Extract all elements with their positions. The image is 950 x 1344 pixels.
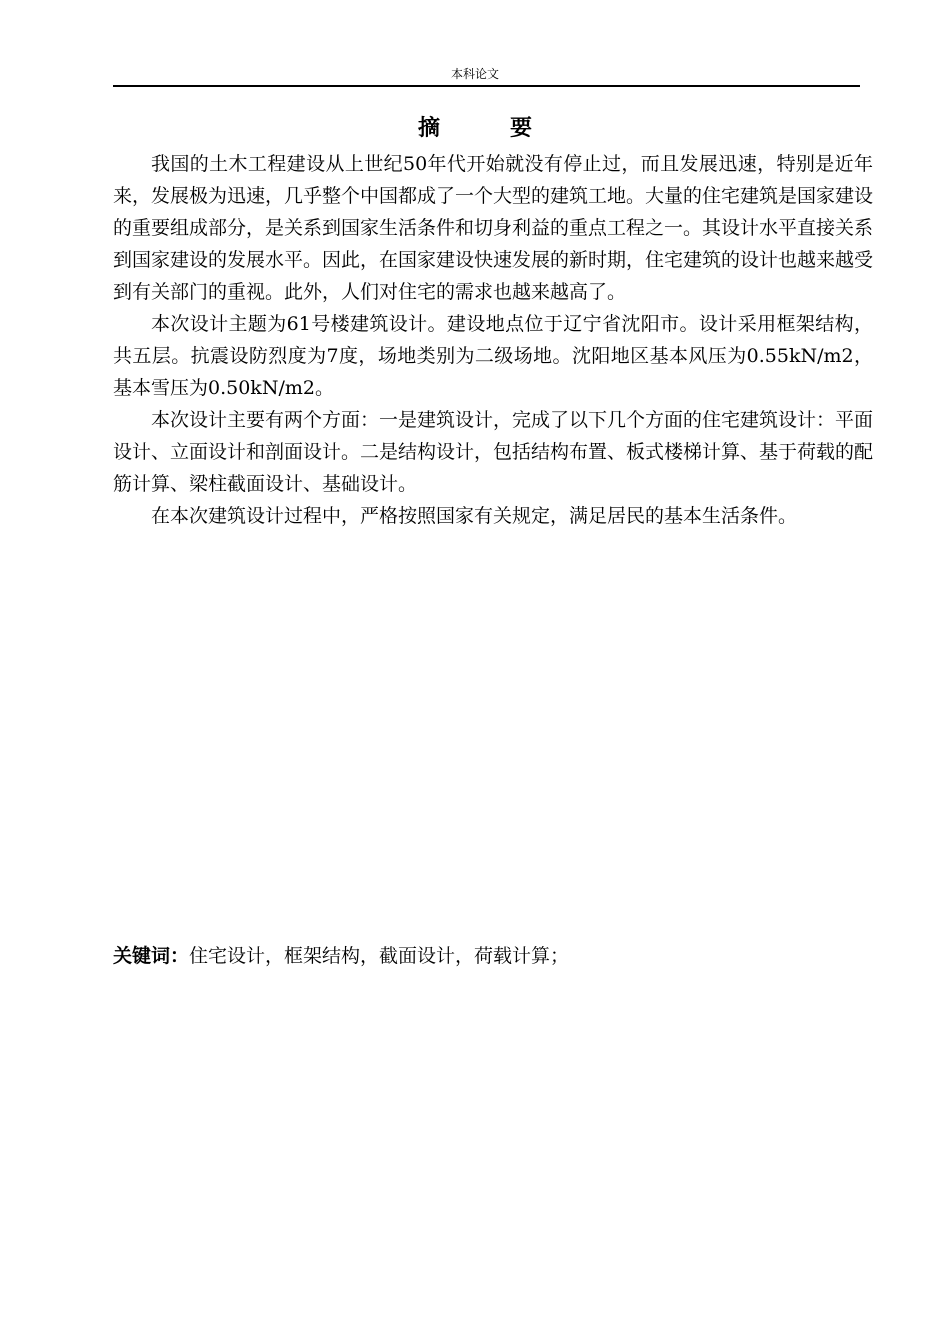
abstract-paragraph-1: 我国的土木工程建设从上世纪50年代开始就没有停止过，而且发展迅速，特别是近年来，发展极为迅速，几乎整个中国都成了一个大型的建筑工地。大量的住宅建筑是国家建设的重要组成部分，是关系到国家生活条件和切身利益的重点工程之一。其设计水平直接关系到国家建设的发展水平。因此，在国家建设快速发展的新时期，住宅建筑的设计也越来越受到有关部门的重视。此外，人们对住宅的需求也越来越高了。 bbox=[113, 153, 874, 303]
keywords-label: 关键词： bbox=[113, 945, 190, 967]
abstract-paragraph-4: 在本次建筑设计过程中，严格按照国家有关规定，满足居民的基本生活条件。 bbox=[151, 505, 798, 527]
header-rule bbox=[113, 85, 860, 87]
abstract-paragraph-2: 本次设计主题为61号楼建筑设计。建设地点位于辽宁省沈阳市。设计采用框架结构，共五层。抗震设防烈度为7度，场地类别为二级场地。沈阳地区基本风压为0.55kN/m2，基本雪压为0.50kN/m2。 bbox=[113, 313, 873, 399]
page-header: 本科论文 bbox=[450, 67, 499, 81]
keywords-line bbox=[113, 940, 873, 972]
abstract-title: 摘 要 bbox=[417, 116, 556, 141]
keywords-value: 住宅设计，框架结构，截面设计，荷载计算； bbox=[189, 945, 570, 967]
abstract-paragraph-3: 本次设计主要有两个方面：一是建筑设计，完成了以下几个方面的住宅建筑设计：平面设计、立面设计和剖面设计。二是结构设计，包括结构布置、板式楼梯计算、基于荷载的配筋计算、梁柱截面设计、基础设计。 bbox=[113, 409, 874, 495]
abstract-body bbox=[113, 148, 873, 532]
